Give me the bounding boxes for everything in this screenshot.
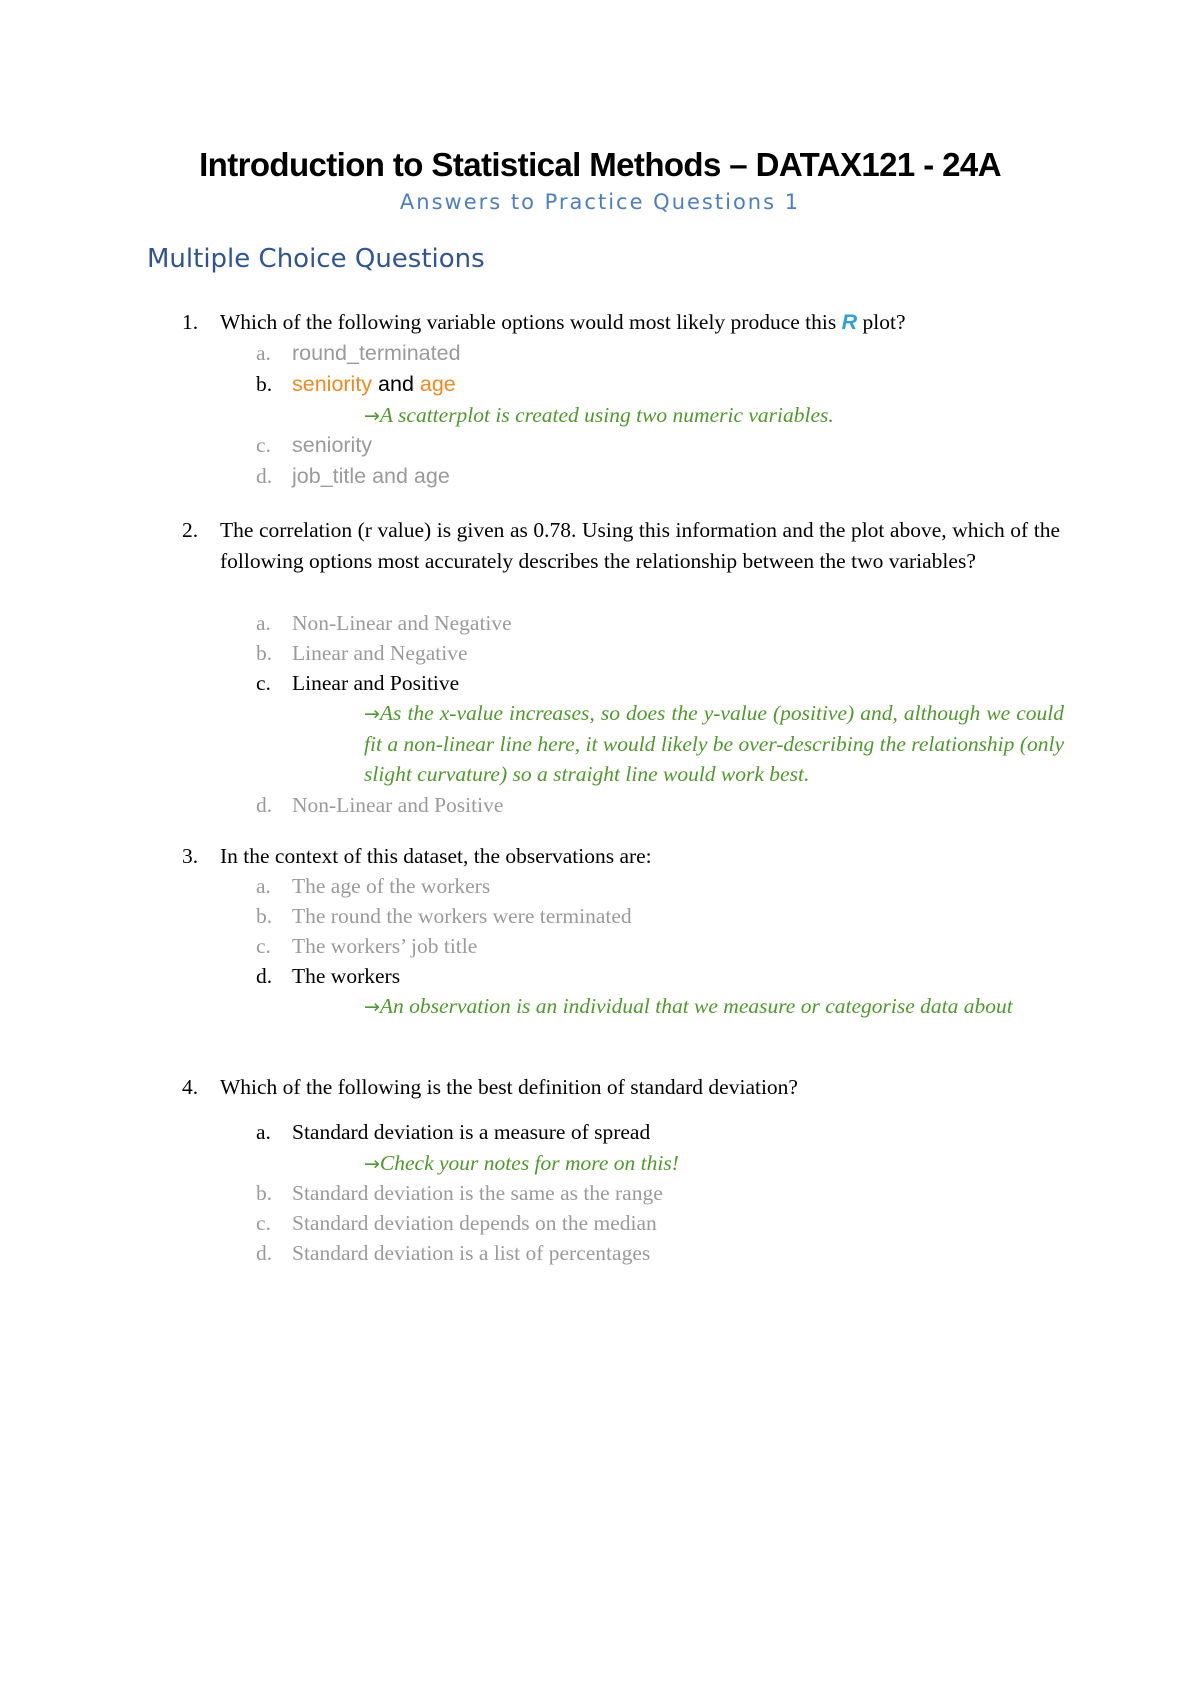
option-letter: a. xyxy=(256,611,271,635)
option-d xyxy=(256,1238,650,1269)
option-a xyxy=(256,871,490,902)
option-text: seniority xyxy=(292,433,373,457)
option-text: and xyxy=(372,372,420,396)
question-text: In the context of this dataset, the observations are: xyxy=(220,844,652,868)
option-b xyxy=(256,1178,663,1209)
option-letter: b. xyxy=(256,1181,273,1205)
document-subtitle: Answers to Practice Questions 1 xyxy=(399,190,801,214)
question-number: 4. xyxy=(182,1075,199,1099)
option-a xyxy=(256,608,512,639)
option-b xyxy=(256,901,632,932)
option-letter: b. xyxy=(256,372,273,396)
explanation-text: Check your notes for more on this! xyxy=(379,1151,679,1175)
question-number: 3. xyxy=(182,844,199,868)
option-text: round_terminated xyxy=(292,341,461,365)
option-letter: b. xyxy=(256,904,273,928)
option-text: The workers’ job title xyxy=(292,934,478,958)
option-letter: a. xyxy=(256,341,271,365)
option-letter: a. xyxy=(256,1120,271,1144)
question-text-part: Which of the following variable options would most likely produce this xyxy=(220,310,842,334)
option-b xyxy=(256,638,468,669)
option-text: Standard deviation depends on the median xyxy=(292,1211,657,1235)
option-letter: c. xyxy=(256,934,271,958)
document-title: Introduction to Statistical Methods – DATAX121 - 24A xyxy=(199,146,1001,183)
option-text: The age of the workers xyxy=(292,874,491,898)
option-letter: c. xyxy=(256,671,271,695)
section-heading: Multiple Choice Questions xyxy=(147,244,485,274)
question-number: 1. xyxy=(182,310,199,334)
variable-name: age xyxy=(419,372,456,396)
option-text: Non-Linear and Positive xyxy=(292,793,504,817)
explanation xyxy=(364,698,1064,789)
option-d xyxy=(256,461,450,492)
option-letter: d. xyxy=(256,464,273,488)
explanation-text: A scatterplot is created using two numeric variables. xyxy=(379,403,834,427)
option-text: Linear and Negative xyxy=(292,641,468,665)
option-text: Non-Linear and Negative xyxy=(292,611,512,635)
option-d xyxy=(256,790,503,821)
option-letter: d. xyxy=(256,964,273,988)
option-b-correct xyxy=(256,369,456,400)
arrow-icon: → xyxy=(364,1153,380,1175)
explanation xyxy=(364,400,1124,431)
option-a xyxy=(256,338,461,369)
option-c-correct xyxy=(256,668,459,699)
option-letter: d. xyxy=(256,1241,273,1265)
option-text: The round the workers were terminated xyxy=(292,904,632,928)
option-text: The workers xyxy=(292,964,401,988)
option-letter: d. xyxy=(256,793,273,817)
option-letter: c. xyxy=(256,433,271,457)
option-a-correct xyxy=(256,1117,650,1148)
explanation-text: As the x-value increases, so does the y-value (positive) and, although we could fit a non-linear line here, it would likely be over-describing the relationship (only slight curvature) so a straight line would work best. xyxy=(364,701,1064,786)
question-text: The correlation (r value) is given as 0.78. Using this information and the plot above, which of the following options most accurately describes the relationship between the two variables? xyxy=(220,518,1060,573)
option-text: Linear and Positive xyxy=(292,671,460,695)
option-c xyxy=(256,1208,657,1239)
arrow-icon: → xyxy=(364,703,380,725)
option-c xyxy=(256,931,477,962)
question-number: 2. xyxy=(182,518,199,542)
question-text: Which of the following is the best definition of standard deviation? xyxy=(220,1075,798,1099)
explanation xyxy=(364,1148,1064,1179)
explanation-text: An observation is an individual that we measure or categorise data about xyxy=(379,994,1013,1018)
question-text xyxy=(220,307,1060,338)
option-d-correct xyxy=(256,961,400,992)
option-letter: b. xyxy=(256,641,273,665)
option-text: Standard deviation is a list of percentages xyxy=(292,1241,651,1265)
variable-name: seniority xyxy=(292,372,373,396)
option-letter: a. xyxy=(256,874,271,898)
arrow-icon: → xyxy=(364,405,380,427)
option-text: Standard deviation is the same as the range xyxy=(292,1181,663,1205)
arrow-icon: → xyxy=(364,996,380,1018)
option-letter: c. xyxy=(256,1211,271,1235)
r-language-label: R xyxy=(841,310,858,334)
option-text: job_title and age xyxy=(292,464,450,488)
option-c xyxy=(256,430,372,461)
question-text-part: plot? xyxy=(857,310,906,334)
option-text: Standard deviation is a measure of spread xyxy=(292,1120,651,1144)
explanation xyxy=(364,991,1064,1022)
